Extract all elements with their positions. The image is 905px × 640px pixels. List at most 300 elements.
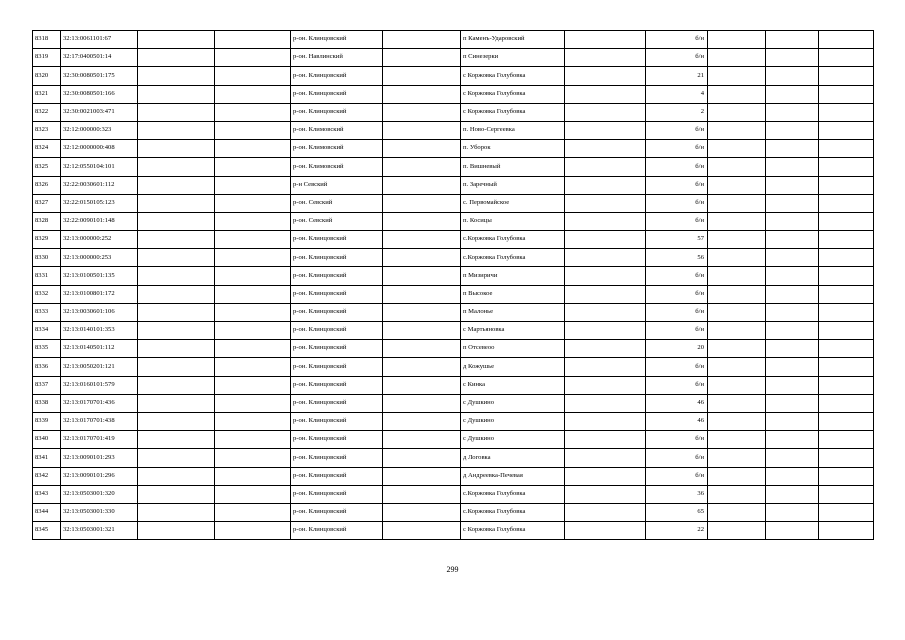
empty-cell <box>215 194 291 212</box>
empty-cell <box>215 231 291 249</box>
cadastral-number-cell: 32:17:0400501:14 <box>61 49 138 67</box>
empty-cell <box>766 431 819 449</box>
locality-cell: с.Коржовка Голубовка <box>461 485 565 503</box>
empty-cell <box>383 431 461 449</box>
empty-cell <box>708 31 766 49</box>
house-number-cell: б/н <box>646 158 708 176</box>
empty-cell <box>383 303 461 321</box>
empty-cell <box>138 85 215 103</box>
empty-cell <box>819 176 874 194</box>
empty-cell <box>766 194 819 212</box>
empty-cell <box>138 467 215 485</box>
house-number-cell: 22 <box>646 522 708 540</box>
table-row <box>33 67 874 85</box>
locality-cell: с Коржовка Голубовка <box>461 85 565 103</box>
house-number-cell: б/н <box>646 303 708 321</box>
record-number-cell: 8332 <box>33 285 61 303</box>
record-number-cell: 8336 <box>33 358 61 376</box>
empty-cell <box>215 322 291 340</box>
empty-cell <box>819 322 874 340</box>
empty-cell <box>766 85 819 103</box>
empty-cell <box>565 322 646 340</box>
empty-cell <box>383 340 461 358</box>
record-number-cell: 8333 <box>33 303 61 321</box>
cadastral-number-cell: 32:13:0100501:135 <box>61 267 138 285</box>
house-number-cell: б/н <box>646 212 708 230</box>
locality-cell: д Кожушье <box>461 358 565 376</box>
house-number-cell: 20 <box>646 340 708 358</box>
empty-cell <box>766 322 819 340</box>
table-row <box>33 394 874 412</box>
empty-cell <box>138 303 215 321</box>
locality-cell: с Душкино <box>461 412 565 430</box>
house-number-cell: 56 <box>646 249 708 267</box>
record-number-cell: 8326 <box>33 176 61 194</box>
empty-cell <box>565 376 646 394</box>
house-number-cell: б/н <box>646 322 708 340</box>
district-cell: р-он. Клинцовский <box>291 85 383 103</box>
record-number-cell: 8324 <box>33 140 61 158</box>
empty-cell <box>215 121 291 139</box>
house-number-cell: 2 <box>646 103 708 121</box>
record-number-cell: 8318 <box>33 31 61 49</box>
record-number-cell: 8340 <box>33 431 61 449</box>
empty-cell <box>708 394 766 412</box>
empty-cell <box>138 485 215 503</box>
empty-cell <box>565 85 646 103</box>
district-cell: р-он. Клинцовский <box>291 303 383 321</box>
house-number-cell: б/н <box>646 140 708 158</box>
cadastral-number-cell: 32:13:000000:252 <box>61 231 138 249</box>
empty-cell <box>708 431 766 449</box>
locality-cell: п Мизиричи <box>461 267 565 285</box>
registry-table-body <box>33 31 874 540</box>
empty-cell <box>766 231 819 249</box>
cadastral-number-cell: 32:30:0021003:471 <box>61 103 138 121</box>
empty-cell <box>708 267 766 285</box>
empty-cell <box>708 212 766 230</box>
empty-cell <box>819 67 874 85</box>
empty-cell <box>215 103 291 121</box>
empty-cell <box>383 485 461 503</box>
empty-cell <box>565 158 646 176</box>
empty-cell <box>138 158 215 176</box>
table-row <box>33 158 874 176</box>
empty-cell <box>215 267 291 285</box>
empty-cell <box>383 358 461 376</box>
cadastral-number-cell: 32:22:0090101:148 <box>61 212 138 230</box>
empty-cell <box>565 340 646 358</box>
cadastral-number-cell: 32:22:0030601:112 <box>61 176 138 194</box>
record-number-cell: 8341 <box>33 449 61 467</box>
locality-cell: д Логовка <box>461 449 565 467</box>
empty-cell <box>138 194 215 212</box>
table-row <box>33 358 874 376</box>
empty-cell <box>215 285 291 303</box>
cadastral-number-cell: 32:13:0140101:353 <box>61 322 138 340</box>
cadastral-number-cell: 32:30:0080501:166 <box>61 85 138 103</box>
empty-cell <box>565 449 646 467</box>
empty-cell <box>766 376 819 394</box>
empty-cell <box>766 303 819 321</box>
empty-cell <box>138 340 215 358</box>
house-number-cell: б/н <box>646 467 708 485</box>
district-cell: р-он. Клинцовский <box>291 394 383 412</box>
house-number-cell: б/н <box>646 31 708 49</box>
empty-cell <box>215 467 291 485</box>
empty-cell <box>766 67 819 85</box>
empty-cell <box>383 267 461 285</box>
empty-cell <box>766 412 819 430</box>
house-number-cell: 46 <box>646 394 708 412</box>
locality-cell: п Малонье <box>461 303 565 321</box>
empty-cell <box>819 412 874 430</box>
empty-cell <box>819 231 874 249</box>
empty-cell <box>215 412 291 430</box>
cadastral-number-cell: 32:13:0140501:112 <box>61 340 138 358</box>
locality-cell: с Коржовка Голубовка <box>461 522 565 540</box>
empty-cell <box>138 176 215 194</box>
empty-cell <box>708 121 766 139</box>
table-row <box>33 194 874 212</box>
cadastral-number-cell: 32:13:0170701:436 <box>61 394 138 412</box>
cadastral-number-cell: 32:30:0080501:175 <box>61 67 138 85</box>
empty-cell <box>565 249 646 267</box>
house-number-cell: б/н <box>646 194 708 212</box>
locality-cell: с. Первомайское <box>461 194 565 212</box>
empty-cell <box>708 85 766 103</box>
empty-cell <box>383 121 461 139</box>
empty-cell <box>215 176 291 194</box>
empty-cell <box>383 376 461 394</box>
locality-cell: п. Ново-Сергеевка <box>461 121 565 139</box>
empty-cell <box>819 212 874 230</box>
empty-cell <box>819 267 874 285</box>
district-cell: р-он. Клинцовский <box>291 485 383 503</box>
table-row <box>33 431 874 449</box>
empty-cell <box>215 303 291 321</box>
empty-cell <box>138 67 215 85</box>
district-cell: р-он. Климовский <box>291 140 383 158</box>
locality-cell: п. Косицы <box>461 212 565 230</box>
empty-cell <box>708 503 766 521</box>
district-cell: р-он. Климовский <box>291 121 383 139</box>
locality-cell: с Коржовка Голубовка <box>461 67 565 85</box>
table-row <box>33 212 874 230</box>
empty-cell <box>766 485 819 503</box>
empty-cell <box>766 394 819 412</box>
table-row <box>33 522 874 540</box>
district-cell: р-он. Клинцовский <box>291 231 383 249</box>
empty-cell <box>708 467 766 485</box>
table-row <box>33 140 874 158</box>
record-number-cell: 8335 <box>33 340 61 358</box>
empty-cell <box>215 49 291 67</box>
empty-cell <box>138 412 215 430</box>
table-row <box>33 231 874 249</box>
empty-cell <box>138 103 215 121</box>
empty-cell <box>138 231 215 249</box>
empty-cell <box>138 212 215 230</box>
empty-cell <box>708 231 766 249</box>
empty-cell <box>383 31 461 49</box>
empty-cell <box>565 176 646 194</box>
empty-cell <box>766 285 819 303</box>
district-cell: р-он. Клинцовский <box>291 249 383 267</box>
house-number-cell: 65 <box>646 503 708 521</box>
table-row <box>33 121 874 139</box>
empty-cell <box>383 503 461 521</box>
empty-cell <box>565 231 646 249</box>
house-number-cell: б/н <box>646 431 708 449</box>
table-row <box>33 303 874 321</box>
cadastral-number-cell: 32:13:000000:253 <box>61 249 138 267</box>
empty-cell <box>766 176 819 194</box>
empty-cell <box>565 194 646 212</box>
empty-cell <box>819 121 874 139</box>
locality-cell: с Душкино <box>461 431 565 449</box>
empty-cell <box>565 485 646 503</box>
table-row <box>33 340 874 358</box>
empty-cell <box>138 503 215 521</box>
locality-cell: п. Заречный <box>461 176 565 194</box>
empty-cell <box>708 103 766 121</box>
empty-cell <box>383 67 461 85</box>
house-number-cell: 4 <box>646 85 708 103</box>
empty-cell <box>565 285 646 303</box>
house-number-cell: б/н <box>646 49 708 67</box>
table-row <box>33 485 874 503</box>
empty-cell <box>565 522 646 540</box>
house-number-cell: 36 <box>646 485 708 503</box>
empty-cell <box>383 285 461 303</box>
empty-cell <box>766 340 819 358</box>
empty-cell <box>819 376 874 394</box>
empty-cell <box>766 158 819 176</box>
empty-cell <box>565 212 646 230</box>
empty-cell <box>215 158 291 176</box>
table-row <box>33 267 874 285</box>
empty-cell <box>383 522 461 540</box>
locality-cell: п Отсевеоо <box>461 340 565 358</box>
record-number-cell: 8321 <box>33 85 61 103</box>
table-row <box>33 85 874 103</box>
empty-cell <box>708 176 766 194</box>
empty-cell <box>708 358 766 376</box>
empty-cell <box>383 212 461 230</box>
cadastral-number-cell: 32:12:000000:323 <box>61 121 138 139</box>
empty-cell <box>138 249 215 267</box>
empty-cell <box>215 212 291 230</box>
empty-cell <box>819 503 874 521</box>
empty-cell <box>215 376 291 394</box>
empty-cell <box>138 121 215 139</box>
house-number-cell: б/н <box>646 376 708 394</box>
empty-cell <box>766 522 819 540</box>
empty-cell <box>819 467 874 485</box>
empty-cell <box>819 140 874 158</box>
district-cell: р-он. Клинцовский <box>291 376 383 394</box>
district-cell: р-он. Севский <box>291 212 383 230</box>
locality-cell: с Кинка <box>461 376 565 394</box>
empty-cell <box>215 85 291 103</box>
empty-cell <box>708 158 766 176</box>
empty-cell <box>215 431 291 449</box>
empty-cell <box>819 249 874 267</box>
record-number-cell: 8327 <box>33 194 61 212</box>
locality-cell: с.Коржовка Голубовка <box>461 231 565 249</box>
district-cell: р-н Севский <box>291 176 383 194</box>
empty-cell <box>138 394 215 412</box>
empty-cell <box>708 449 766 467</box>
table-row <box>33 49 874 67</box>
empty-cell <box>383 140 461 158</box>
empty-cell <box>819 85 874 103</box>
district-cell: р-он. Клинцовский <box>291 322 383 340</box>
locality-cell: п. Уборок <box>461 140 565 158</box>
record-number-cell: 8322 <box>33 103 61 121</box>
empty-cell <box>819 394 874 412</box>
empty-cell <box>708 285 766 303</box>
district-cell: р-он. Клинцовский <box>291 340 383 358</box>
empty-cell <box>138 322 215 340</box>
table-row <box>33 412 874 430</box>
empty-cell <box>819 158 874 176</box>
empty-cell <box>383 194 461 212</box>
house-number-cell: б/н <box>646 449 708 467</box>
table-row <box>33 322 874 340</box>
empty-cell <box>565 267 646 285</box>
empty-cell <box>138 376 215 394</box>
empty-cell <box>138 285 215 303</box>
record-number-cell: 8325 <box>33 158 61 176</box>
record-number-cell: 8328 <box>33 212 61 230</box>
district-cell: р-он. Навлинский <box>291 49 383 67</box>
table-row <box>33 31 874 49</box>
table-row <box>33 376 874 394</box>
record-number-cell: 8345 <box>33 522 61 540</box>
record-number-cell: 8342 <box>33 467 61 485</box>
record-number-cell: 8343 <box>33 485 61 503</box>
empty-cell <box>766 121 819 139</box>
empty-cell <box>565 103 646 121</box>
empty-cell <box>383 231 461 249</box>
empty-cell <box>819 340 874 358</box>
cadastral-number-cell: 32:13:0090101:293 <box>61 449 138 467</box>
district-cell: р-он. Клинцовский <box>291 412 383 430</box>
empty-cell <box>138 49 215 67</box>
empty-cell <box>565 49 646 67</box>
cadastral-number-cell: 32:13:0160101:579 <box>61 376 138 394</box>
empty-cell <box>215 358 291 376</box>
locality-cell: п Синезерки <box>461 49 565 67</box>
empty-cell <box>819 431 874 449</box>
empty-cell <box>708 194 766 212</box>
locality-cell: п Высокое <box>461 285 565 303</box>
empty-cell <box>138 140 215 158</box>
locality-cell: с.Коржовка Голубовка <box>461 503 565 521</box>
record-number-cell: 8330 <box>33 249 61 267</box>
empty-cell <box>708 303 766 321</box>
district-cell: р-он. Климовский <box>291 158 383 176</box>
locality-cell: с Мартьяновка <box>461 322 565 340</box>
empty-cell <box>708 412 766 430</box>
district-cell: р-он. Клинцовский <box>291 522 383 540</box>
empty-cell <box>819 303 874 321</box>
cadastral-number-cell: 32:13:0503001:321 <box>61 522 138 540</box>
district-cell: р-он. Клинцовский <box>291 267 383 285</box>
empty-cell <box>565 121 646 139</box>
cadastral-number-cell: 32:13:0100801:172 <box>61 285 138 303</box>
cadastral-number-cell: 32:22:0150105:123 <box>61 194 138 212</box>
empty-cell <box>766 212 819 230</box>
cadastral-number-cell: 32:13:0170701:419 <box>61 431 138 449</box>
table-row <box>33 103 874 121</box>
empty-cell <box>138 31 215 49</box>
district-cell: р-он. Клинцовский <box>291 103 383 121</box>
empty-cell <box>215 485 291 503</box>
table-row <box>33 503 874 521</box>
empty-cell <box>383 249 461 267</box>
house-number-cell: б/н <box>646 121 708 139</box>
registry-table <box>32 30 874 540</box>
empty-cell <box>565 303 646 321</box>
empty-cell <box>215 67 291 85</box>
record-number-cell: 8319 <box>33 49 61 67</box>
locality-cell: с Коржовка Голубовка <box>461 103 565 121</box>
empty-cell <box>138 358 215 376</box>
empty-cell <box>565 431 646 449</box>
empty-cell <box>215 31 291 49</box>
empty-cell <box>383 176 461 194</box>
record-number-cell: 8344 <box>33 503 61 521</box>
record-number-cell: 8339 <box>33 412 61 430</box>
empty-cell <box>819 31 874 49</box>
empty-cell <box>138 267 215 285</box>
record-number-cell: 8323 <box>33 121 61 139</box>
page-number: 299 <box>446 565 459 574</box>
empty-cell <box>708 49 766 67</box>
record-number-cell: 8329 <box>33 231 61 249</box>
cadastral-number-cell: 32:13:0061101:67 <box>61 31 138 49</box>
empty-cell <box>565 412 646 430</box>
empty-cell <box>383 394 461 412</box>
record-number-cell: 8338 <box>33 394 61 412</box>
district-cell: р-он. Клинцовский <box>291 67 383 85</box>
empty-cell <box>383 49 461 67</box>
house-number-cell: б/н <box>646 358 708 376</box>
table-row <box>33 467 874 485</box>
table-row <box>33 249 874 267</box>
record-number-cell: 8337 <box>33 376 61 394</box>
empty-cell <box>819 358 874 376</box>
locality-cell: п Каменъ-Ударовский <box>461 31 565 49</box>
empty-cell <box>565 467 646 485</box>
empty-cell <box>565 31 646 49</box>
empty-cell <box>565 394 646 412</box>
empty-cell <box>383 322 461 340</box>
empty-cell <box>819 449 874 467</box>
record-number-cell: 8334 <box>33 322 61 340</box>
empty-cell <box>766 140 819 158</box>
empty-cell <box>383 85 461 103</box>
empty-cell <box>383 158 461 176</box>
empty-cell <box>766 249 819 267</box>
cadastral-number-cell: 32:12:0000000:408 <box>61 140 138 158</box>
house-number-cell: 57 <box>646 231 708 249</box>
empty-cell <box>819 194 874 212</box>
empty-cell <box>565 140 646 158</box>
